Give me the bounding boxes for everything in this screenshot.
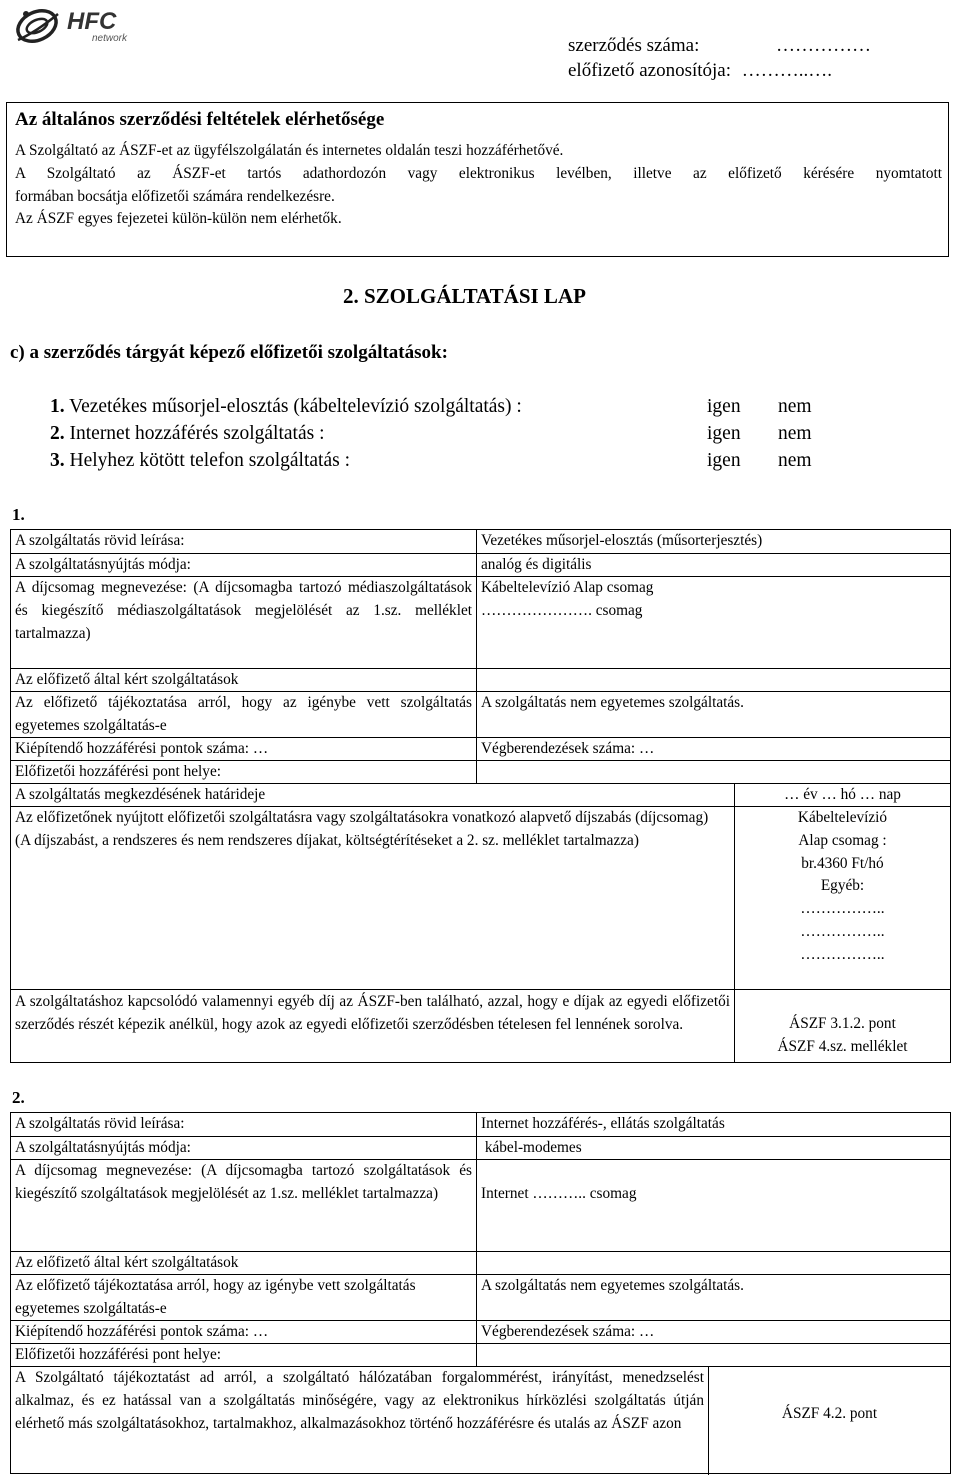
row-value: ÁSZF 3.1.2. pont ÁSZF 4.sz. melléklet [777, 1015, 908, 1055]
service-item [50, 450, 350, 472]
row-value: kábel-modemes [481, 1139, 582, 1156]
subscriber-id-line [568, 60, 832, 82]
service-number: 2. [50, 423, 65, 444]
row-value: ÁSZF 4.2. pont [781, 1405, 878, 1422]
table-row [11, 989, 950, 1063]
service-label: Internet hozzáférés szolgáltatás : [69, 423, 325, 444]
service-no-option[interactable]: nem [778, 396, 812, 417]
table-row [11, 576, 950, 668]
table-row [11, 1343, 950, 1366]
info-line: Az ÁSZF egyes fejezetei külön-külön nem elérhetők. [15, 210, 342, 227]
row-label: A szolgáltatásnyújtás módja: [11, 554, 477, 576]
row-label: A Szolgáltató tájékoztatást ad arról, a szolgáltató hálózatában forgalommérést, irányítást, menedzselést alkalmaz, és ez hatással van a szolgáltatás minőségére, vagy az elektronikus hírközlési szolgáltatás útján elérhető más szolgáltatásokhoz, tartalmakhoz, alkalmazásokhoz történő hozzáférésre és utalás az ÁSZF azon [11, 1367, 709, 1475]
row-label: A szolgáltatás rövid leírása: [11, 1113, 477, 1136]
terms-availability-box [6, 102, 949, 257]
service-number: 1. [50, 396, 65, 417]
table-row [11, 806, 950, 989]
contract-number-label: szerződés száma: [568, 35, 700, 56]
table-row [11, 783, 950, 806]
row-label: A díjcsomag megnevezése: (A díjcsomagba tartozó szolgáltatások és kiegészítő szolgáltatások megjelölését az 1.sz. melléklet tartalmazza) [11, 1160, 477, 1251]
table-row [11, 668, 950, 691]
row-value: Kábeltelevízió Alap csomag : br.4360 Ft/hó Egyéb: …………….. …………….. …………….. [797, 809, 888, 963]
logo-sub: network [92, 33, 128, 44]
service-no-option[interactable]: nem [778, 450, 812, 471]
table-row [11, 553, 950, 576]
contract-number-value: …………… [776, 35, 871, 56]
service-yes-option[interactable]: igen [707, 396, 741, 417]
info-line: A Szolgáltató az ÁSZF-et az ügyfélszolgálatán és internetes oldalán teszi hozzáférhetővé. [15, 142, 564, 159]
service-label: Helyhez kötött telefon szolgáltatás : [69, 450, 350, 471]
info-line: A Szolgáltató az ÁSZF-et tartós adathordozón vagy elektronikus levélben, illetve az előfizető kérésére nyomtatott [15, 165, 942, 182]
row-label: Az előfizető tájékoztatása arról, hogy az igénybe vett szolgáltatás egyetemes szolgáltatás-e [11, 1275, 477, 1320]
table-row [11, 1136, 950, 1159]
row-value: A szolgáltatás nem egyetemes szolgáltatás. [481, 694, 744, 711]
row-label: Kiépítendő hozzáférési pontok száma: … [11, 1321, 477, 1343]
row-label: Az előfizető tájékoztatása arról, hogy az igénybe vett szolgáltatás egyetemes szolgáltatás-e [11, 692, 477, 737]
table-row [11, 760, 950, 783]
row-value: Internet ……….. csomag [481, 1185, 637, 1202]
service-label: Vezetékes műsorjel-elosztás (kábeltelevízió szolgáltatás) : [69, 396, 522, 417]
row-label: Előfizetői hozzáférési pont helye: [11, 1344, 477, 1366]
row-value: Vezetékes műsorjel-elosztás (műsorterjesztés) [481, 532, 763, 549]
table-row [11, 691, 950, 737]
row-label: A szolgáltatás megkezdésének határideje [11, 784, 735, 806]
table-row [11, 737, 950, 760]
service-no-option[interactable]: nem [778, 423, 812, 444]
section-heading: c) a szerződés tárgyát képező előfizetői szolgáltatások: [10, 342, 448, 363]
row-label: A szolgáltatáshoz kapcsolódó valamennyi egyéb díj az ÁSZF-ben található, azzal, hogy e díjak az egyedi előfizetői szerződés részét képezik anélkül, hogy azok az egyedi előfizetői szerződésben tételesen fel lennének sorolva. [11, 990, 735, 1063]
table-row [11, 1274, 950, 1320]
logo-brand: HFC [67, 8, 117, 35]
row-label: A díjcsomag megnevezése: (A díjcsomagba tartozó médiaszolgáltatások és kiegészítő médiaszolgáltatások megjelölését az 1.sz. melléklet tartalmazza) [11, 577, 477, 668]
contract-number-line [568, 35, 871, 57]
service-yes-option[interactable]: igen [707, 450, 741, 471]
service-yes-option[interactable]: igen [707, 423, 741, 444]
row-label: Az előfizető által kért szolgáltatások [11, 1252, 477, 1274]
table-row [11, 1251, 950, 1274]
row-label: Előfizetői hozzáférési pont helye: [11, 761, 477, 783]
row-value: … év … hó … nap [784, 786, 901, 803]
page-title: 2. SZOLGÁLTATÁSI LAP [343, 284, 586, 308]
service-table-1 [10, 529, 951, 1063]
info-line: formában bocsátja előfizetői számára rendelkezésre. [15, 188, 335, 205]
row-label: A szolgáltatás rövid leírása: [11, 530, 477, 553]
row-value: Internet hozzáférés-, ellátás szolgáltatás [481, 1115, 725, 1132]
service-item [50, 423, 325, 445]
terms-availability-title: Az általános szerződési feltételek elérhetősége [15, 109, 385, 130]
subscriber-id-label: előfizető azonosítója: [568, 60, 732, 81]
row-value: analóg és digitális [481, 556, 592, 573]
row-label: A szolgáltatásnyújtás módja: [11, 1137, 477, 1159]
hfc-logo [10, 2, 140, 54]
row-value: Végberendezések száma: … [481, 1323, 655, 1340]
subscriber-id-value: ………..…. [741, 60, 833, 81]
row-value: Kábeltelevízió Alap csomag …………………. csomag [481, 579, 654, 619]
table-row [11, 1113, 950, 1136]
service-item [50, 396, 522, 418]
service-number: 3. [50, 450, 65, 471]
table-row [11, 1320, 950, 1343]
row-label: Kiépítendő hozzáférési pontok száma: … [11, 738, 477, 760]
section-number: 1. [12, 505, 25, 524]
row-label: Az előfizető által kért szolgáltatások [11, 669, 477, 691]
row-value: Végberendezések száma: … [481, 740, 655, 757]
service-table-2 [10, 1112, 951, 1474]
table-row [11, 530, 950, 553]
section-number: 2. [12, 1088, 25, 1107]
row-value: A szolgáltatás nem egyetemes szolgáltatás. [481, 1277, 744, 1294]
row-label: Az előfizetőnek nyújtott előfizetői szolgáltatásra vagy szolgáltatásokra vonatkozó alapvető díjszabás (díjcsomag) (A díjszabást, a rendszeres és nem rendszeres díjakat, költségtérítéseket a 2. sz. melléklet tartalmazza) [11, 807, 735, 989]
table-row [11, 1366, 950, 1475]
table-row [11, 1159, 950, 1251]
